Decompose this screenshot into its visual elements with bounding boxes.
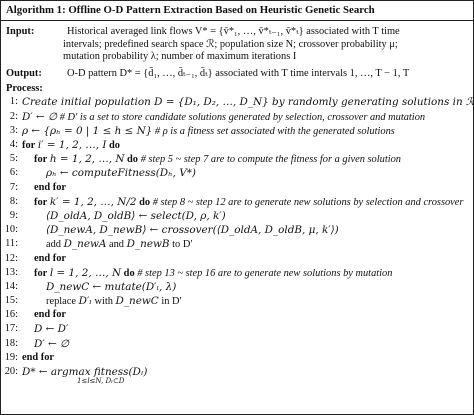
- input-line: Historical averaged link flows V* = {v̄*₁, …, v̄*ₜ₋₁, v̄*ₜ} associated with T time: [67, 26, 400, 37]
- algorithm-step: [4, 267, 473, 281]
- step-number: 12:: [4, 252, 18, 264]
- step-expression: ⟨D_oldA, D_oldB⟩ ← select(D, ρ, k′): [46, 209, 226, 222]
- step-body: [22, 167, 473, 181]
- step-expression: Create initial population D = {D₁, D₂, …, D_N} by randomly generating solutions in ℛ: [22, 96, 474, 109]
- step-body: [22, 153, 473, 167]
- step-number: 17:: [4, 323, 18, 335]
- step-keyword: end for: [34, 181, 67, 193]
- step-verb: replace: [46, 296, 76, 308]
- step-verb: add: [46, 239, 62, 251]
- step-body: [22, 281, 473, 295]
- step-keyword: for: [22, 140, 36, 151]
- step-body: [22, 182, 473, 196]
- step-number: 9:: [9, 209, 18, 221]
- step-body: [22, 210, 473, 224]
- input-line: intervals; predefined search space ℛ; population size N; crossover probability μ;: [63, 38, 398, 50]
- step-expression: D ← D′: [34, 323, 69, 336]
- step-comment: # step 13 ~ step 16 are to generate new solutions by mutation: [137, 267, 393, 279]
- step-body: [22, 111, 473, 125]
- algorithm-step: [4, 352, 473, 366]
- algorithm-step: [4, 153, 473, 167]
- step-number: 5:: [9, 153, 18, 165]
- step-number: 7:: [9, 181, 18, 193]
- step-expression: D′ ← ∅: [34, 337, 70, 350]
- step-body: [22, 352, 473, 366]
- step-body: [22, 267, 473, 281]
- step-keyword: end for: [34, 252, 67, 264]
- algorithm-step: [4, 182, 473, 196]
- step-body: [22, 96, 474, 110]
- algorithm-step: [4, 96, 473, 110]
- step-tail: in D′: [161, 296, 182, 308]
- step-body: [22, 196, 473, 210]
- algorithm-step: [4, 338, 473, 352]
- output-label: Output:: [6, 68, 42, 80]
- algorithm-step: [4, 125, 473, 139]
- step-body: [22, 253, 473, 267]
- step-number: 2:: [9, 110, 18, 122]
- step-number: 18:: [4, 337, 18, 349]
- input-line: mutation probability λ; number of maximum iterations I: [63, 51, 297, 63]
- step-expression: i′ = 1, 2, …, I: [37, 139, 107, 151]
- algorithm-step: [4, 238, 473, 252]
- step-number: 16:: [4, 309, 18, 321]
- step-number: 6:: [9, 167, 18, 179]
- step-comment: # ρ is a fitness set associated with the generated solutions: [154, 125, 395, 137]
- step-keyword: do: [139, 196, 151, 208]
- step-connector: with: [94, 296, 113, 308]
- algorithm-step: [4, 309, 473, 323]
- algorithm-step: [4, 139, 473, 153]
- step-body: [22, 238, 473, 252]
- step-expression: D_newA: [63, 238, 107, 251]
- step-number: 20:: [4, 366, 18, 377]
- step-number: 13:: [4, 266, 18, 278]
- process-label: Process:: [6, 82, 43, 94]
- step-expression: ⟨D_newA, D_newB⟩ ← crossover(⟨D_oldA, D_oldB, μ, k′⟩): [46, 224, 339, 237]
- algorithm-step: [4, 323, 473, 337]
- step-number: 11:: [5, 238, 18, 250]
- algorithm-step: [4, 210, 473, 224]
- step-body: [22, 309, 473, 323]
- step-expression: D_newC ← mutate(D′ₗ, λ): [46, 280, 177, 293]
- step-body: [22, 323, 473, 337]
- step-expression: D_newC: [115, 295, 159, 308]
- algorithm-step: [4, 196, 473, 210]
- algorithm-title: Algorithm 1: Offline O-D Pattern Extraction Based on Heuristic Genetic Search: [1, 1, 473, 21]
- step-expression: ρ ← {ρₕ = 0 | 1 ≤ h ≤ N}: [22, 124, 153, 137]
- step-number: 15:: [4, 295, 18, 307]
- step-number: 4:: [9, 139, 18, 150]
- step-expression: l = 1, 2, …, N: [49, 266, 122, 279]
- output-line: O-D pattern D* = {d̄₁, …, d̄ₜ₋₁, d̄ₜ} associated with T time intervals 1, …, T − 1, T: [67, 68, 410, 80]
- step-expression: D_newB: [126, 238, 170, 251]
- step-tail: to D′: [172, 239, 193, 251]
- output-section: [1, 68, 473, 81]
- step-body: [22, 338, 473, 352]
- step-keyword: for: [34, 196, 48, 208]
- step-keyword: do: [127, 154, 139, 166]
- step-expression: D* ← argmax fitness(Dₗ): [22, 366, 148, 378]
- step-number: 10:: [4, 224, 18, 236]
- step-keyword: for: [34, 267, 48, 279]
- step-body: [22, 366, 473, 385]
- algorithm-step: [4, 253, 473, 267]
- process-steps: [1, 96, 474, 385]
- step-body: [22, 139, 473, 153]
- step-comment: # step 8 ~ step 12 are to generate new solutions by selection and crossover: [152, 196, 464, 208]
- step-expression: h = 1, 2, …, N: [49, 153, 125, 166]
- input-label: Input:: [6, 26, 35, 37]
- input-text: [63, 26, 468, 64]
- step-body: [22, 224, 473, 238]
- step-number: 8:: [9, 195, 18, 207]
- step-number: 14:: [4, 280, 18, 292]
- step-expression: D′ ← ∅: [22, 110, 58, 123]
- algorithm-step: [4, 111, 473, 125]
- algorithm-step: [4, 224, 473, 238]
- step-keyword: for: [34, 154, 48, 166]
- input-section: [1, 21, 473, 64]
- step-number: 3:: [9, 124, 18, 136]
- step-keyword: do: [123, 267, 135, 279]
- step-body: [22, 125, 473, 139]
- step-comment: # D′ is a set to store candidate solutions generated by selection, crossover and mutation: [59, 111, 426, 123]
- step-expression: ρₕ ← computeFitness(Dₕ, V*): [46, 167, 196, 180]
- step-connector: and: [109, 239, 125, 251]
- argmax-subscript: 1≤l≤N, Dₗ⊂D: [77, 376, 125, 385]
- algorithm-step: [4, 295, 473, 309]
- output-text: [63, 68, 468, 81]
- algorithm-step: [4, 167, 473, 181]
- step-keyword: end for: [22, 351, 55, 363]
- step-expression: k′ = 1, 2, …, N/2: [49, 195, 137, 208]
- step-expression: D′ₗ: [78, 295, 92, 308]
- step-keyword: do: [109, 140, 121, 151]
- step-comment: # step 5 ~ step 7 are to compute the fitness for a given solution: [140, 154, 401, 166]
- step-number: 1:: [9, 96, 18, 108]
- algorithm-step: [4, 281, 473, 295]
- step-keyword: end for: [34, 309, 67, 321]
- algorithm-step: [4, 366, 473, 385]
- step-number: 19:: [4, 351, 18, 363]
- step-body: [22, 295, 473, 309]
